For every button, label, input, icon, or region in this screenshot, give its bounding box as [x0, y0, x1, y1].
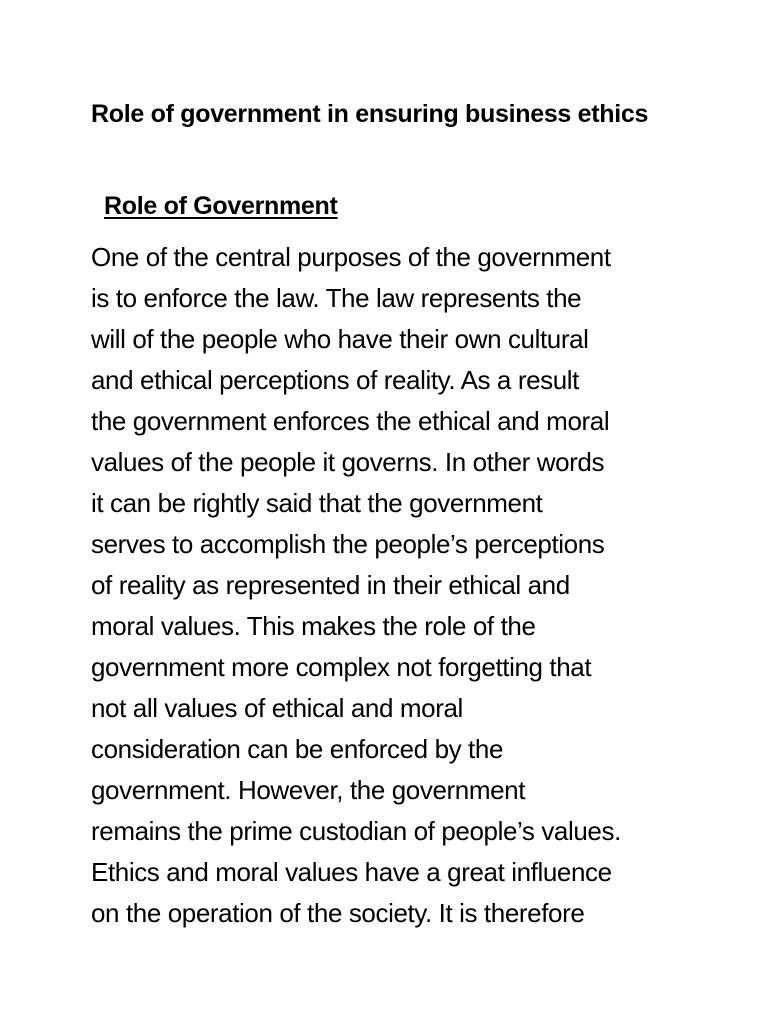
paragraph-line: will of the people who have their own cultural — [91, 324, 589, 354]
paragraph-line: is to enforce the law. The law represents the — [91, 283, 582, 313]
paragraph-line: not all values of ethical and moral — [91, 693, 463, 723]
document-title: Role of government in ensuring business ethics — [91, 100, 649, 128]
paragraph-line: values of the people it governs. In other words — [91, 447, 605, 477]
paragraph-line: government. However, the government — [91, 775, 526, 805]
section-heading: Role of Government — [104, 192, 338, 220]
body-paragraph — [91, 237, 711, 937]
paragraph-line: One of the central purposes of the government — [91, 242, 611, 272]
paragraph-line: it can be rightly said that the government — [91, 488, 543, 518]
paragraph-line: of reality as represented in their ethical and — [91, 570, 570, 600]
paragraph-line: government more complex not forgetting that — [91, 652, 592, 682]
paragraph-line: moral values. This makes the role of the — [91, 611, 536, 641]
paragraph-line: on the operation of the society. It is therefore — [91, 898, 585, 928]
paragraph-line: and ethical perceptions of reality. As a result — [91, 365, 579, 395]
paragraph-line: the government enforces the ethical and moral — [91, 406, 610, 436]
paragraph-line: Ethics and moral values have a great influence — [91, 857, 612, 887]
paragraph-line: remains the prime custodian of people’s values. — [91, 816, 621, 846]
paragraph-line: serves to accomplish the people’s perceptions — [91, 529, 605, 559]
paragraph-line: consideration can be enforced by the — [91, 734, 503, 764]
